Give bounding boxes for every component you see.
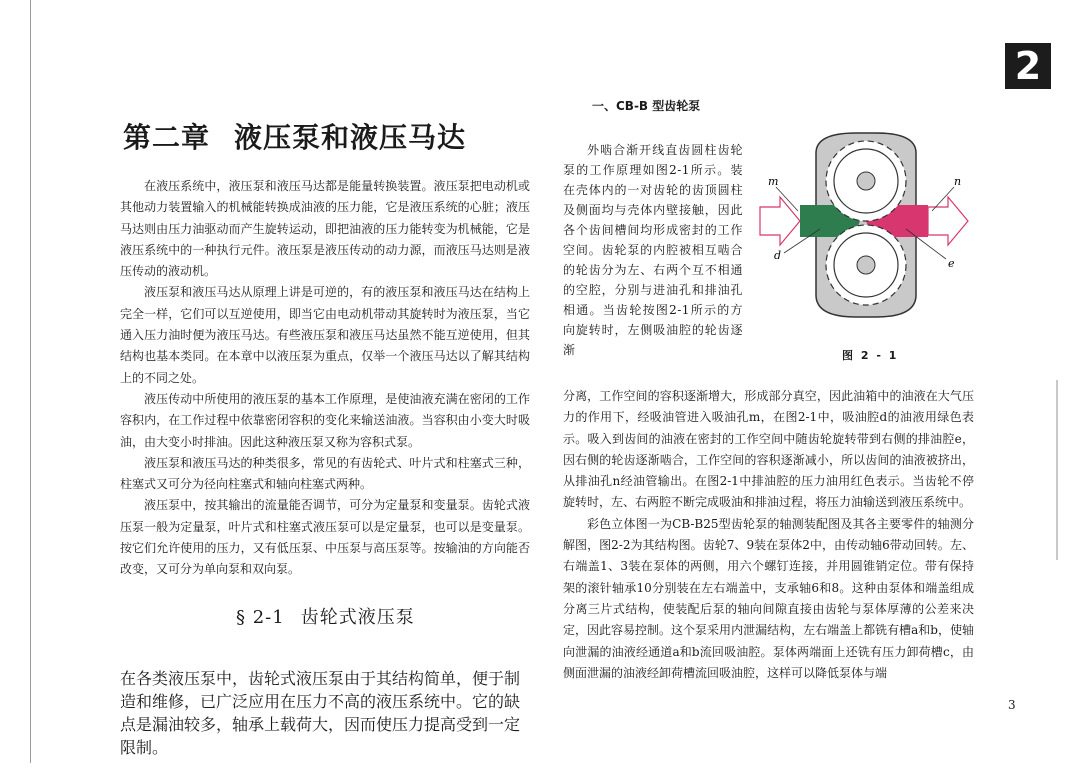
right-column [563, 386, 974, 684]
left-column [120, 176, 530, 581]
paragraph: 在各类液压泵中，齿轮式液压泵由于其结构简单，便于制造和维修，已广泛应用在压力不高的液压系统中。它的缺点是漏油较多，轴承上载荷大，因而使压力提高受到一定限制。 [120, 669, 521, 757]
figure-caption: 图 2 - 1 [842, 349, 899, 362]
gear-pump-figure [756, 125, 974, 325]
wrapped-text [563, 140, 743, 360]
section-title: 齿轮式液压泵 [300, 607, 415, 628]
section-heading [236, 603, 415, 629]
label-n: n [954, 175, 962, 188]
page-edge-shadow [1056, 380, 1058, 560]
bottom-gear [826, 225, 906, 305]
chapter-tab: 2 [1005, 43, 1051, 89]
binding-edge [30, 0, 31, 763]
label-d: d [774, 249, 782, 262]
paragraph: 液压传动中所使用的液压泵的基本工作原理，是使油液充满在密闭的工作容积内，在工作过程中依靠密闭容积的变化来输送油液。当容积由小变大时吸油，由大变小时排油。因此这种液压泵又称为容积式泵。 [120, 391, 530, 449]
chapter-name: 液压泵和液压马达 [234, 121, 467, 154]
paragraph: 分离，工作空间的容积逐渐增大，形成部分真空，因此油箱中的油液在大气压力的作用下，经吸油管进入吸油孔m，在图2-1中，吸油腔d的油液用绿色表示。吸入到齿间的油液在密封的工作空间中随齿轮旋转带到右侧的排油腔e，因右侧的轮齿逐渐啮合，工作空间的容积逐渐减小，所以齿间的油液被挤出，从排油孔n经油管输出。在图2-1中排油腔的压力油用红色表示。当齿轮不停旋转时，左、右两腔不断完成吸油和排油过程，将压力油输送到液压系统中。 [563, 389, 974, 510]
paragraph: 液压泵和液压马达从原理上讲是可逆的，有的液压泵和液压马达在结构上完全一样，它们可以互逆使用，即当它由电动机带动其旋转时为液压泵，当它通入压力油时便为液压马达。有些液压泵和液压马达虽然不能互逆使用，但其结构也基本类同。在本章中以液压泵为重点，仅举一个液压马达以了解其结构上的不同之处。 [120, 285, 530, 385]
paragraph: 彩色立体图一为CB-B25型齿轮泵的轴测装配图及其各主要零件的轴测分解图，图2-2为其结构图。齿轮7、9装在泵体2中，由传动轴6带动回转。左、右端盖1、3装在泵体的两侧，用六个螺钉连接，并用圆锥销定位。带有保持架的滚针轴承10分别装在左右端盖中，支承轴6和8。这种由泵体和端盖组成分离三片式结构，使装配后泵的轴向间隙直接由齿轮与泵体厚薄的公差来决定，因此容易控制。这个泵采用内泄漏结构，左右端盖上都铣有槽a和b，使轴向泄漏的油液经通道a和b流回吸油腔。泵体两端面上还铣有压力卸荷槽c，由侧面泄漏的油液经卸荷槽流回吸油腔，这样可以降低泵体与端 [563, 516, 974, 680]
top-gear [826, 141, 906, 221]
chapter-number: 第二章 [123, 121, 211, 154]
page-number: 3 [1008, 698, 1016, 712]
paragraph: 液压泵和液压马达的种类很多，常见的有齿轮式、叶片式和柱塞式三种，柱塞式又可分为径向柱塞式和轴向柱塞式两种。 [120, 455, 530, 492]
paragraph: 外啮合渐开线直齿圆柱齿轮泵的工作原理如图2-1所示。装在壳体内的一对齿轮的齿顶圆柱及侧面均与壳体内壁接触，因此各个齿间槽间均形成密封的工作空间。齿轮泵的内腔被相互啮合的轮齿分为左、右两个互不相通的空腔，分别与进油孔和排油孔相通。当齿轮按图2-1所示的方向旋转时，左侧吸油腔的轮齿逐渐 [563, 143, 743, 357]
inlet-arrow [760, 197, 800, 245]
paragraph: 在液压系统中，液压泵和液压马达都是能量转换装置。液压泵把电动机或其他动力装置输入的机械能转换成油液的压力能，它是液压系统的心脏；液压马达则由压力油驱动而产生旋转运动，即把油液的压力能转变为机械能，它是液压系统中的一种执行元件。液压泵是液压传动的动力源，而液压马达则是液压传动的液动机。 [120, 179, 530, 279]
subsection-title: 一、CB-B 型齿轮泵 [592, 99, 701, 113]
left-column-bottom [120, 650, 530, 774]
label-e: e [948, 257, 955, 270]
chapter-title [123, 116, 466, 156]
label-m: m [768, 175, 779, 188]
outlet-arrow [928, 197, 968, 245]
paragraph: 液压泵中，按其输出的流量能否调节，可分为定量泵和变量泵。齿轮式液压泵一般为定量泵，叶片式和柱塞式液压泵可以是定量泵，也可以是变量泵。按它们允许使用的压力，又有低压泵、中压泵与高压泵等。按输油的方向能否改变，又可分为单向泵和双向泵。 [120, 498, 530, 577]
section-number: § 2-1 [236, 607, 285, 628]
